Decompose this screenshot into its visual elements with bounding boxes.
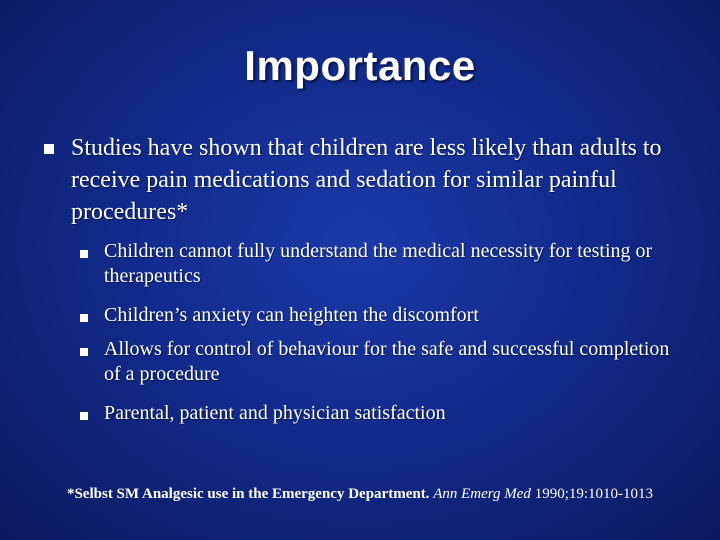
sub-bullet-text: Children’s anxiety can heighten the discomfort (104, 304, 479, 326)
sub-bullet-text: Allows for control of behaviour for the safe and successful completion of a procedure (104, 338, 670, 385)
sub-bullet (80, 239, 680, 289)
square-bullet-icon (80, 314, 88, 322)
sub-bullet (80, 401, 680, 426)
square-bullet-icon (44, 144, 54, 154)
sub-bullet (80, 337, 680, 387)
sub-bullet (80, 303, 680, 328)
square-bullet-icon (80, 412, 88, 420)
square-bullet-icon (80, 348, 88, 356)
sub-bullet-text: Children cannot fully understand the medical necessity for testing or therapeutics (104, 240, 653, 287)
main-bullet-text: Studies have shown that children are less likely than adults to receive pain medications and sedation for similar painful procedures* (71, 135, 662, 225)
citation-journal: Ann Emerg Med (433, 486, 531, 502)
sub-bullet-text: Parental, patient and physician satisfaction (104, 402, 446, 424)
citation-details: 1990;19:1010-1013 (534, 486, 654, 502)
main-bullet (44, 132, 684, 228)
citation (0, 484, 720, 504)
slide-title: Importance (244, 42, 476, 89)
square-bullet-icon (80, 250, 88, 258)
citation-author-title: *Selbst SM Analgesic use in the Emergency Department. (66, 486, 430, 502)
